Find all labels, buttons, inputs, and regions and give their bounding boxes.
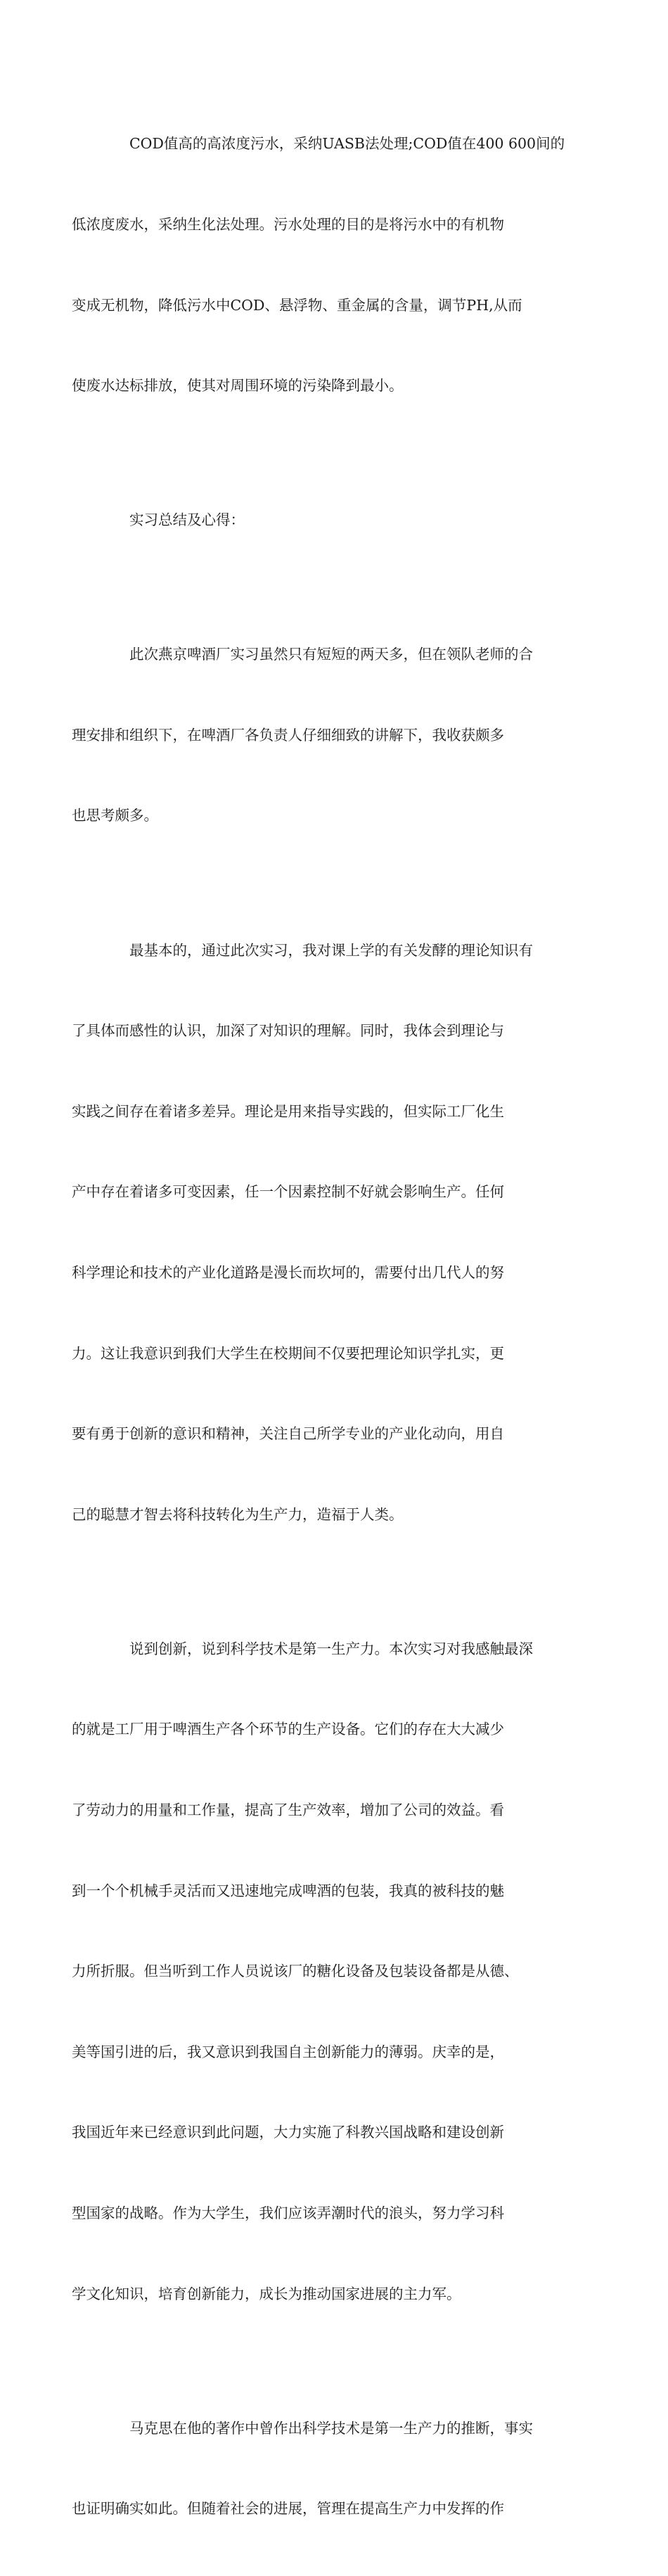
paragraph-innovation <box>72 1581 567 2361</box>
paragraph-theory-practice <box>72 883 567 1581</box>
text-line: 型国家的战略。作为大学生，我们应该弄潮时代的浪头，努力学习科 <box>72 2205 504 2222</box>
text-line: 到一个个机械手灵活而又迅速地完成啤酒的包装，我真的被科技的魅 <box>72 1882 504 1899</box>
text-line: 也思考颇多。 <box>72 807 158 824</box>
text-line: COD值高的高浓度污水，采纳UASB法处理;COD值在400 600间的 <box>129 135 565 153</box>
text-line: 的就是工厂用于啤酒生产各个环节的生产设备。它们的存在大大减少 <box>72 1721 504 1738</box>
text-line: 力所折服。但当听到工作人员说该厂的糖化设备及包装设备都是从德、 <box>72 1963 519 1980</box>
text-line: 美等国引进的后，我又意识到我国自主创新能力的薄弱。庆幸的是， <box>72 2043 504 2060</box>
text-line: 己的聪慧才智去将科技转化为生产力，造福于人类。 <box>72 1505 404 1523</box>
section-heading-summary <box>101 453 567 587</box>
text-line: 低浓度废水，采纳生化法处理。污水处理的目的是将污水中的有机物 <box>72 216 504 234</box>
text-line: 了劳动力的用量和工作量，提高了生产效率，增加了公司的效益。看 <box>72 1802 504 1818</box>
text-line: 此次燕京啤酒厂实习虽然只有短短的两天多，但在领队老师的合 <box>129 646 533 663</box>
text-line: 理安排和组织下，在啤酒厂各负责人仔细细致的讲解下，我收获颇多 <box>72 726 504 744</box>
text-line: 最基本的，通过此次实习，我对课上学的有关发酵的理论知识有 <box>129 941 533 959</box>
document-body <box>72 77 567 2576</box>
text-line: 我国近年来已经意识到此问题，大力实施了科教兴国战略和建设创新 <box>72 2124 504 2141</box>
text-line: 马克思在他的著作中曾作出科学技术是第一生产力的推断，事实 <box>129 2419 533 2437</box>
text-line: 实践之间存在着诸多差异。理论是用来指导实践的，但实际工厂化生 <box>72 1102 504 1120</box>
text-line: 也证明确实如此。但随着社会的进展，管理在提高生产力中发挥的作 <box>72 2500 504 2518</box>
text-line: 实习总结及心得： <box>129 511 245 529</box>
text-line: 变成无机物，降低污水中COD、悬浮物、重金属的含量，调节PH,从而 <box>72 296 522 314</box>
paragraph-wastewater-treatment <box>72 77 567 453</box>
text-line: 说到创新，说到科学技术是第一生产力。本次实习对我感触最深 <box>129 1640 533 1657</box>
paragraph-marx-management <box>72 2361 567 2576</box>
text-line: 产中存在着诸多可变因素，任一个因素控制不好就会影响生产。任何 <box>72 1183 504 1201</box>
text-line: 力。这让我意识到我们大学生在校期间不仅要把理论知识学扎实，更 <box>72 1344 504 1362</box>
text-line: 了具体而感性的认识，加深了对知识的理解。同时，我体会到理论与 <box>72 1022 504 1040</box>
text-line: 要有勇于创新的意识和精神，关注自己所学专业的产业化动向，用自 <box>72 1425 504 1443</box>
text-line: 学文化知识，培育创新能力，成长为推动国家进展的主力军。 <box>72 2285 461 2302</box>
paragraph-internship-intro <box>72 587 567 883</box>
text-line: 使废水达标排放，使其对周围环境的污染降到最小。 <box>72 377 404 395</box>
text-line: 科学理论和技术的产业化道路是漫长而坎坷的，需要付出几代人的努 <box>72 1263 504 1281</box>
